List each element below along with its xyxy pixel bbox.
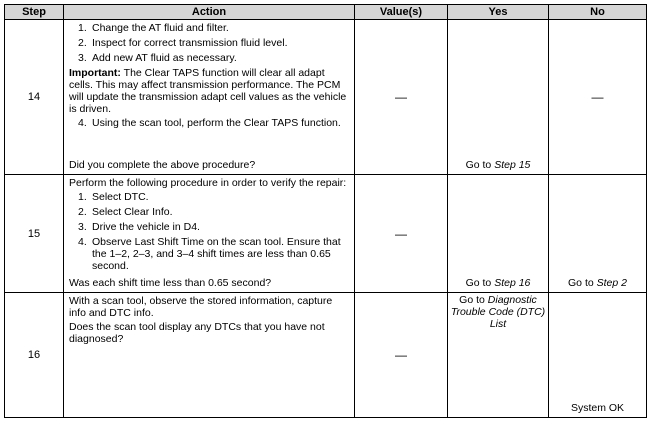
list-item: 1. Select DTC.: [78, 191, 149, 203]
step-link[interactable]: Step 15: [494, 159, 531, 171]
dtc-list-link[interactable]: Diagnostic Trouble Code (DTC) List: [450, 294, 546, 330]
step-number: 16: [5, 293, 64, 418]
step-link[interactable]: Step 16: [494, 277, 531, 289]
value-cell: —: [355, 175, 448, 293]
header-step: Step: [5, 5, 64, 20]
list-item: 1. Change the AT fluid and filter.: [78, 22, 229, 34]
no-cell: —: [549, 20, 647, 175]
important-note: Important: The Clear TAPS function will clear all adapt cells. This may affect transmission performance. The PCM will update the transmission adapt cell values as the vehicle is driven.: [69, 67, 347, 115]
list-item: 3. Add new AT fluid as necessary.: [78, 52, 237, 64]
value-cell: —: [355, 20, 448, 175]
list-item: 2. Select Clear Info.: [78, 206, 173, 218]
action-cell: [64, 175, 355, 293]
list-item: 4. Using the scan tool, perform the Clear TAPS function.: [78, 117, 341, 129]
list-item: 4. Observe Last Shift Time on the scan tool. Ensure that the 1–2, 2–3, and 3–4 shift times are less than 0.65 second.: [78, 236, 341, 272]
yes-cell: Go to Diagnostic Trouble Code (DTC) List: [448, 293, 549, 418]
list-item: 2. Inspect for correct transmission fluid level.: [78, 37, 288, 49]
action-cell: [64, 20, 355, 175]
question-text: Does the scan tool display any DTCs that you have not diagnosed?: [69, 321, 325, 345]
action-cell: [64, 293, 355, 418]
value-cell: —: [355, 293, 448, 418]
diagnostic-table: [4, 4, 647, 418]
question-text: Was each shift time less than 0.65 second?: [69, 277, 272, 289]
header-yes: Yes: [448, 5, 549, 20]
header-value: Value(s): [355, 5, 448, 20]
system-ok-text: System OK: [570, 402, 625, 414]
step-number: 15: [5, 175, 64, 293]
table-row: [5, 175, 647, 293]
no-cell: Go to Step 2: [549, 175, 647, 293]
no-cell: [549, 293, 647, 418]
list-item: 3. Drive the vehicle in D4.: [78, 221, 200, 233]
header-action: Action: [64, 5, 355, 20]
question-text: Did you complete the above procedure?: [69, 159, 256, 171]
yes-cell: Go to Step 16: [448, 175, 549, 293]
table-row: [5, 20, 647, 175]
intro-text: Perform the following procedure in order to verify the repair:: [69, 177, 347, 189]
table-row: [5, 293, 647, 418]
yes-cell: Go to Step 15: [448, 20, 549, 175]
instruction-text: With a scan tool, observe the stored information, capture info and DTC info.: [69, 295, 333, 319]
step-link[interactable]: Step 2: [596, 277, 627, 289]
step-number: 14: [5, 20, 64, 175]
header-no: No: [549, 5, 647, 20]
header-row: [5, 5, 647, 20]
